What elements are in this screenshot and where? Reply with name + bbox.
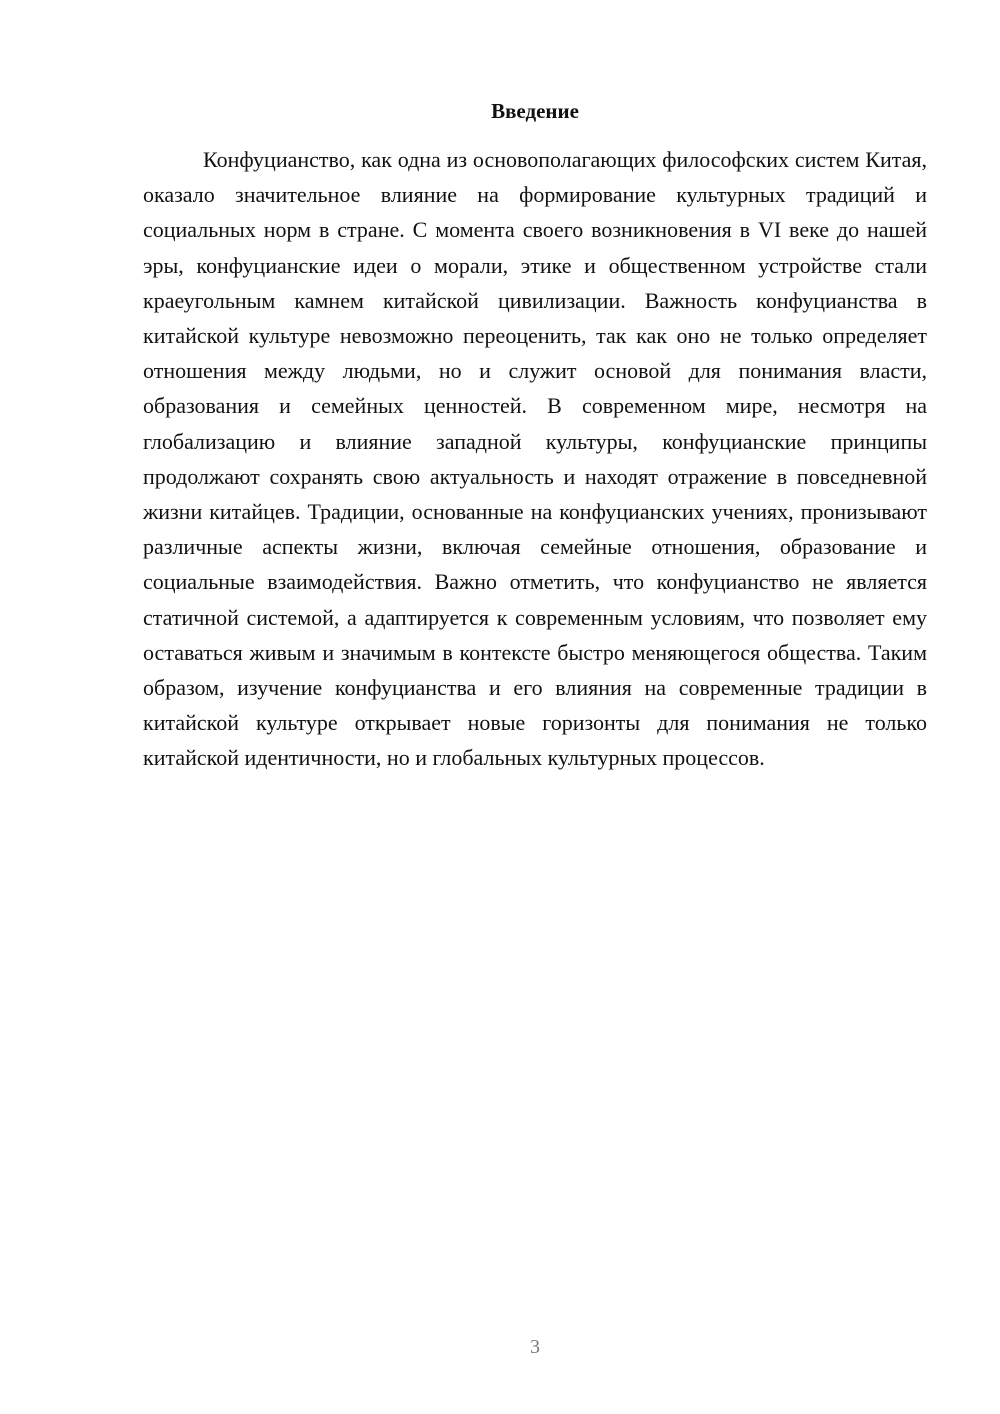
section-heading: Введение [491,99,579,123]
body-paragraph: Конфуцианство, как одна из основополагающих философских систем Китая, оказало значительное влияние на формирование культурных традиций и социальных норм в стране. С момента своего возникновения в VI веке до нашей эры, конфуцианские идеи о морали, этике и общественном устройстве стали краеугольным камнем китайской цивилизации. Важность конфуцианства в китайской культуре невозможно переоценить, так как оно не только определяет отношения между людьми, но и служит основой для понимания власти, образования и семейных ценностей. В современном мире, несмотря на глобализацию и влияние западной культуры, конфуцианские принципы продолжают сохранять свою актуальность и находят отражение в повседневной жизни китайцев. Традиции, основанные на конфуцианских учениях, пронизывают различные аспекты жизни, включая семейные отношения, образование и социальные взаимодействия. Важно отметить, что конфуцианство не является статичной системой, а адаптируется к современным условиям, что позволяет ему оставаться живым и значимым в контексте быстро меняющегося общества. Таким образом, изучение конфуцианства и его влияния на современные традиции в китайской культуре открывает новые горизонты для понимания не только китайской идентичности, но и глобальных культурных процессов. [143,147,927,771]
page-number: 3 [530,1336,540,1358]
